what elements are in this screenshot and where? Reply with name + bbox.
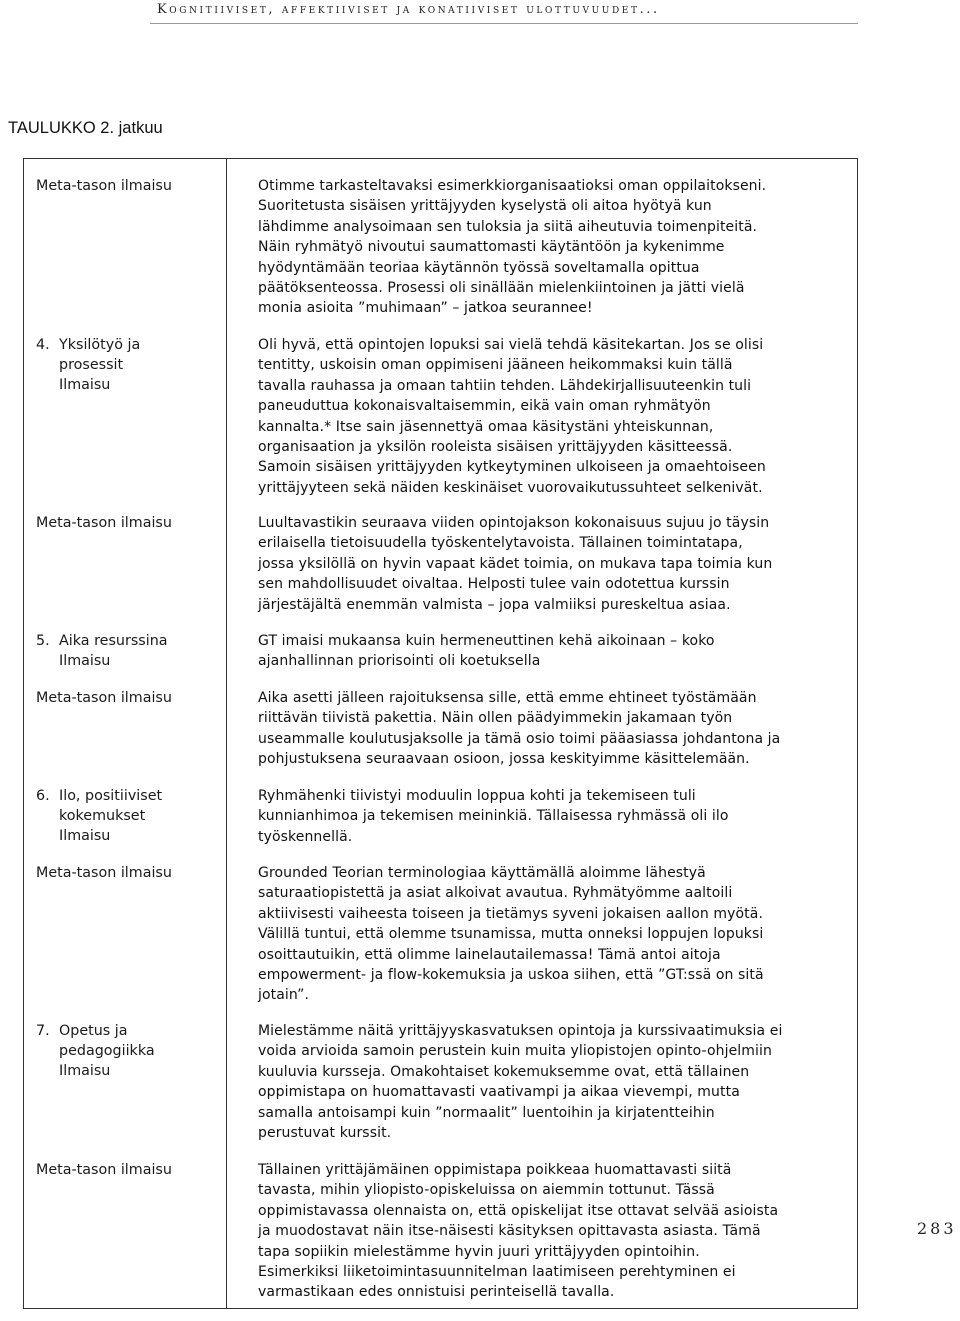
text-line: jossa yksilöllä on hyvin vapaat kädet toimia, on mukava tapa toimia kun [258, 555, 773, 572]
row-text [258, 335, 856, 498]
label-line: prosessit [59, 357, 124, 373]
text-line: päätöksenteossa. Prosessi oli sinällään mielenkiintoinen ja jätti vielä [258, 280, 745, 297]
table-caption: TAULUKKO 2. jatkuu [8, 119, 163, 137]
label-line: Meta-tason ilmaisu [36, 865, 172, 881]
section-number: 6. [36, 788, 50, 804]
text-line: paneuduttua kokonaisvaltaisemmin, eikä vain oman ryhmätyön [258, 398, 711, 415]
text-line: empowerment- ja flow-kokemuksia ja uskoa siihen, että ”GT:ssä on sitä [258, 967, 764, 984]
running-head: Kognitiiviset, affektiiviset ja konatiiviset ulottuvuudet... [157, 2, 660, 17]
row-text [258, 863, 856, 1006]
text-line: varmastikaan edes onnistuisi perinteisellä tavalla. [258, 1284, 615, 1301]
label-line: Ilmaisu [59, 1063, 111, 1079]
text-line: useammalle koulutusjaksolle ja tämä osio toimi pääasiassa johdantona ja [258, 730, 781, 747]
text-line: yrittäjyyteen sekä näiden keskinäiset vuorovaikutussuhteet selkenivät. [258, 479, 763, 496]
text-line: lähdimme analysoimaan sen tuloksia ja siitä aiheutuvia toimenpiteitä. [258, 218, 758, 235]
row-text [258, 1160, 856, 1303]
text-line: tentitty, uskoisin oman oppimiseni jääneen heikommaksi kuin tällä [258, 357, 733, 374]
section-number: 5. [36, 633, 50, 649]
text-line: Mielestämme näitä yrittäjyyskasvatuksen opintoja ja kurssivaatimuksia ei [258, 1023, 783, 1039]
section-number: 4. [36, 337, 50, 353]
label-line: Meta-tason ilmaisu [36, 515, 172, 531]
text-line: Näin ryhmätyö nivoutui saumattomasti käytäntöön ja kykenimme [258, 239, 725, 256]
text-line: perustuvat kurssit. [258, 1125, 392, 1142]
section-number: 7. [36, 1023, 50, 1039]
text-line: Oli hyvä, että opintojen lopuksi sai vielä tehdä käsitekartan. Jos se olisi [258, 337, 764, 353]
text-line: aktiivisesti vaiheesta toiseen ja tietämys syveni jokaisen aallon myötä. [258, 905, 763, 922]
text-line: kannalta.* Itse sain jäsennettyä omaa käsitystäni yhteiskunnan, [258, 418, 714, 435]
row-label [36, 863, 221, 883]
text-line: kuuluvia kursseja. Omakohtaiset kokemuksemme ovat, että tällainen [258, 1063, 750, 1080]
text-line: ja muodostavat näin itse-näisesti käsityksen opittavasta asiasta. Tämä [258, 1223, 761, 1240]
row-label [36, 335, 221, 395]
label-line: Aika resurssina [59, 633, 168, 649]
row-text [258, 513, 856, 615]
text-line: Samoin sisäisen yrittäjyyden kytkeytyminen ulkoiseen ja omaehtoiseen [258, 459, 766, 476]
text-line: tapa sopiikin mielestämme hyvin juuri yrittäjyyden opintoihin. [258, 1243, 700, 1260]
text-line: pohjustuksena seuraavaan osioon, jossa keskityimme käsittelemään. [258, 751, 750, 768]
text-line: GT imaisi mukaansa kuin hermeneuttinen kehä aikoinaan – koko [258, 633, 715, 649]
text-line: saturaatiopistettä ja asiat alkoivat avautua. Ryhmätyömme aaltoili [258, 885, 733, 902]
text-line: työskennellä. [258, 828, 353, 845]
label-line: Meta-tason ilmaisu [36, 178, 172, 194]
text-line: monia asioita ”muhimaan” – jatkoa seurannee! [258, 300, 593, 317]
text-line: Ryhmähenki tiivistyi moduulin loppua kohti ja tekemiseen tuli [258, 788, 696, 804]
text-line: tavasta, mihin yliopisto-opiskeluissa on aiemmin tottunut. Tässä [258, 1182, 715, 1199]
text-line: organisaation ja yksilön rooleista sisäisen yrittäjyyden käsitteessä. [258, 439, 733, 456]
text-line: oppimistapa on huomattavasti vaativampi ja aikaa vievempi, mutta [258, 1084, 740, 1101]
text-line: osoittautuikin, että olimme lainelautailemassa! Tämä antoi aitoja [258, 946, 721, 963]
label-line: pedagogiikka [59, 1043, 155, 1059]
row-label [36, 688, 221, 708]
text-line: voida arvioida samoin perustein kuin muita yliopistojen opinto-ohjelmiin [258, 1043, 772, 1060]
label-line: Ilo, positiiviset [59, 788, 163, 804]
text-line: Välillä tuntui, että olemme tsunamissa, mutta onneksi loppujen lopuksi [258, 926, 764, 943]
label-line: Meta-tason ilmaisu [36, 690, 172, 706]
label-line: Meta-tason ilmaisu [36, 1162, 172, 1178]
header-rule [150, 23, 858, 24]
text-line: samalla antoisampi kuin ”normaalit” luentoihin ja kirjatentteihin [258, 1104, 715, 1121]
text-line: jotain”. [258, 987, 310, 1004]
text-line: kunnianhimoa ja tekemisen meininkiä. Tällaisessa ryhmässä oli ilo [258, 808, 729, 825]
text-line: Esimerkiksi liiketoimintasuunnitelman laatimiseen perehtyminen ei [258, 1264, 736, 1281]
row-text [258, 688, 856, 770]
row-label [36, 631, 221, 671]
column-divider [226, 158, 227, 1309]
label-line: Opetus ja [59, 1023, 128, 1039]
text-line: riittävän tiivistä pakettia. Näin ollen päädyimmekin jakamaan työn [258, 710, 733, 727]
label-line: kokemukset [59, 808, 146, 824]
text-line: tavalla rauhassa ja omaan tahtiin tehden. Lähdekirjallisuuteenkin tuli [258, 377, 752, 394]
label-line: Yksilötyö ja [59, 337, 141, 353]
text-line: sen mahdollisuudet oivaltaa. Helposti tulee vain odotettua kurssin [258, 576, 730, 593]
row-text [258, 1021, 856, 1143]
text-line: erilaisella tietoisuudella työskentelytavoista. Tällainen toimintatapa, [258, 535, 743, 552]
text-line: Tällainen yrittäjämäinen oppimistapa poikkeaa huomattavasti siitä [258, 1162, 732, 1178]
label-line: Ilmaisu [59, 828, 111, 844]
text-line: ajanhallinnan priorisointi oli koetuksella [258, 653, 541, 670]
text-line: Otimme tarkasteltavaksi esimerkkiorganisaatioksi oman oppilaitokseni. [258, 178, 767, 194]
text-line: hyödyntämään teoriaa käytännön työssä soveltamalla opittua [258, 259, 700, 276]
row-text [258, 786, 856, 847]
text-line: järjestäjältä enemmän valmista – jopa valmiiksi pureskeltua asiaa. [258, 596, 731, 613]
text-line: oppimistavassa olennaista on, että opiskelijat itse ottavat selvää asioista [258, 1202, 779, 1219]
row-label [36, 1021, 221, 1081]
row-text [258, 176, 856, 319]
row-label [36, 786, 221, 846]
label-line: Ilmaisu [59, 653, 111, 669]
page-number: 283 [917, 1219, 957, 1238]
text-line: Luultavastikin seuraava viiden opintojakson kokonaisuus sujuu jo täysin [258, 515, 770, 531]
row-text [258, 631, 856, 672]
row-label [36, 176, 221, 196]
row-label [36, 1160, 221, 1180]
row-label [36, 513, 221, 533]
text-line: Suoritetusta sisäisen yrittäjyyden kyselystä oli aitoa hyötyä kun [258, 198, 712, 215]
label-line: Ilmaisu [59, 377, 111, 393]
text-line: Grounded Teorian terminologiaa käyttämällä aloimme lähestyä [258, 865, 706, 881]
text-line: Aika asetti jälleen rajoituksensa sille, että emme ehtineet työstämään [258, 690, 757, 706]
